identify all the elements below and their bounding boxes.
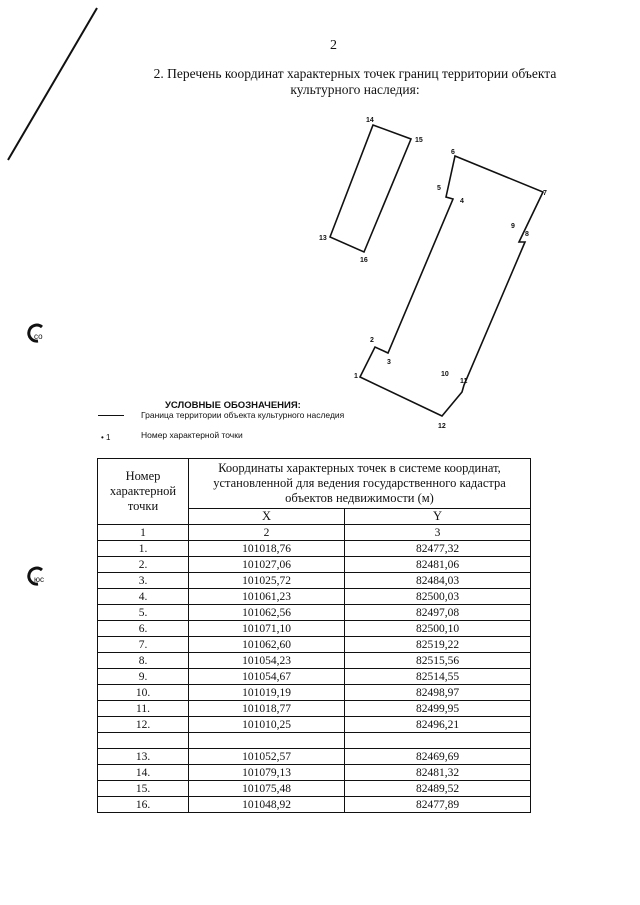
cell-point-number: 11.: [98, 701, 189, 717]
cell-y: 82469,69: [345, 749, 531, 765]
scheme-label-4: 4: [460, 198, 464, 205]
scheme-label-8: 8: [525, 231, 529, 238]
table-row: [98, 717, 531, 733]
header-x: X: [189, 509, 345, 525]
cell-y: 82481,06: [345, 557, 531, 573]
cell-point-number: 16.: [98, 797, 189, 813]
cell-y: 82497,08: [345, 605, 531, 621]
cell-x: [189, 733, 345, 749]
table-row: [98, 781, 531, 797]
legend-point-text: Номер характерной точки: [141, 430, 243, 440]
table-row: [98, 637, 531, 653]
table-row: [98, 573, 531, 589]
cell-x: 101071,10: [189, 621, 345, 637]
cell-y: 82477,32: [345, 541, 531, 557]
scheme-label-10: 10: [441, 371, 449, 378]
cell-x: 101018,76: [189, 541, 345, 557]
table-row: [98, 621, 531, 637]
header-coordinates: Координаты характерных точек в системе координат, установленной для ведения государственного кадастра объектов недвижимости (м): [189, 459, 531, 509]
legend-point-sample: • 1: [101, 433, 111, 442]
cell-point-number: 3.: [98, 573, 189, 589]
scheme-label-7: 7: [543, 190, 547, 197]
coordinates-table-body: [98, 541, 531, 813]
scheme-label-6: 6: [451, 149, 455, 156]
cell-y: 82499,95: [345, 701, 531, 717]
cell-point-number: 6.: [98, 621, 189, 637]
cell-point-number: [98, 733, 189, 749]
cell-x: 101054,67: [189, 669, 345, 685]
column-number-3: 3: [345, 525, 531, 541]
cell-x: 101027,06: [189, 557, 345, 573]
cell-point-number: 14.: [98, 765, 189, 781]
cell-y: 82515,56: [345, 653, 531, 669]
cell-point-number: 5.: [98, 605, 189, 621]
cell-x: 101079,13: [189, 765, 345, 781]
cell-x: 101018,77: [189, 701, 345, 717]
cell-point-number: 7.: [98, 637, 189, 653]
cell-point-number: 12.: [98, 717, 189, 733]
scheme-label-11: 11: [460, 378, 468, 385]
cell-y: 82519,22: [345, 637, 531, 653]
scheme-label-1: 1: [354, 373, 358, 380]
table-row: [98, 733, 531, 749]
cell-y: 82477,89: [345, 797, 531, 813]
table-row: [98, 557, 531, 573]
scheme-label-12: 12: [438, 423, 446, 430]
hole-punch-mark-lower: [26, 565, 48, 592]
cell-y: 82496,21: [345, 717, 531, 733]
table-row: [98, 653, 531, 669]
table-row: [98, 797, 531, 813]
cell-x: 101025,72: [189, 573, 345, 589]
scheme-label-2: 2: [370, 337, 374, 344]
table-row: [98, 541, 531, 557]
cell-y: [345, 733, 531, 749]
scheme-label-13: 13: [319, 235, 327, 242]
boundary-scheme: [300, 110, 560, 430]
coordinates-table: [97, 458, 531, 813]
column-number-1: 1: [98, 525, 189, 541]
cell-y: 82481,32: [345, 765, 531, 781]
scheme-label-3: 3: [387, 359, 391, 366]
cell-x: 101062,60: [189, 637, 345, 653]
cell-x: 101075,48: [189, 781, 345, 797]
hole-punch-mark-upper: [26, 322, 48, 349]
cell-point-number: 13.: [98, 749, 189, 765]
cell-point-number: 15.: [98, 781, 189, 797]
table-row: [98, 701, 531, 717]
scheme-label-5: 5: [437, 185, 441, 192]
page-number: 2: [330, 38, 337, 53]
header-y: Y: [345, 509, 531, 525]
legend-point-number: 1: [106, 433, 111, 442]
scan-stroke: [0, 0, 110, 170]
cell-point-number: 10.: [98, 685, 189, 701]
cell-x: 101061,23: [189, 589, 345, 605]
header-point-number: Номер характерной точки: [98, 459, 189, 525]
scan-mark-text-upper: со: [34, 332, 43, 341]
table-row: [98, 605, 531, 621]
scan-mark-text-lower: юс: [34, 575, 44, 584]
cell-x: 101062,56: [189, 605, 345, 621]
table-row: [98, 589, 531, 605]
scheme-label-14: 14: [366, 117, 374, 124]
table-row: [98, 685, 531, 701]
boundary-polygon-small: [330, 125, 411, 252]
cell-x: 101010,25: [189, 717, 345, 733]
cell-point-number: 4.: [98, 589, 189, 605]
cell-y: 82514,55: [345, 669, 531, 685]
column-number-2: 2: [189, 525, 345, 541]
cell-y: 82500,10: [345, 621, 531, 637]
table-row: [98, 765, 531, 781]
cell-y: 82484,03: [345, 573, 531, 589]
cell-point-number: 1.: [98, 541, 189, 557]
document-heading: 2. Перечень координат характерных точек границ территории объекта культурного наследия:: [153, 66, 557, 97]
cell-point-number: 9.: [98, 669, 189, 685]
cell-point-number: 2.: [98, 557, 189, 573]
cell-x: 101048,92: [189, 797, 345, 813]
scheme-label-15: 15: [415, 137, 423, 144]
table-row: [98, 669, 531, 685]
scheme-label-16: 16: [360, 257, 368, 264]
cell-y: 82498,97: [345, 685, 531, 701]
legend-boundary-text: Граница территории объекта культурного наследия: [141, 410, 345, 420]
cell-x: 101052,57: [189, 749, 345, 765]
scheme-label-9: 9: [511, 223, 515, 230]
legend-boundary-line: [98, 415, 124, 416]
cell-x: 101054,23: [189, 653, 345, 669]
cell-y: 82500,03: [345, 589, 531, 605]
legend-title: УСЛОВНЫЕ ОБОЗНАЧЕНИЯ:: [165, 400, 301, 411]
cell-x: 101019,19: [189, 685, 345, 701]
cell-point-number: 8.: [98, 653, 189, 669]
table-row: [98, 749, 531, 765]
cell-y: 82489,52: [345, 781, 531, 797]
